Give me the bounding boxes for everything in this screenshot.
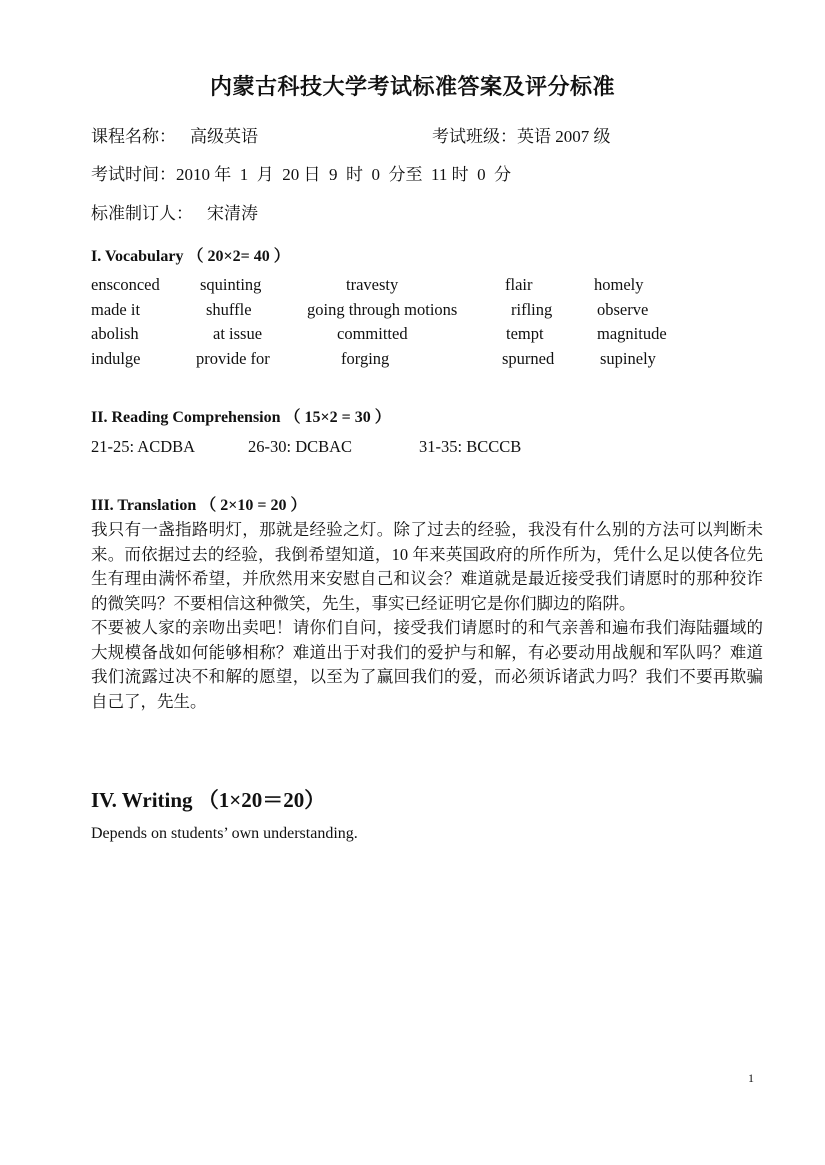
vocabulary-cell: indulge <box>91 348 141 368</box>
exam-class-value: 英语 2007 级 <box>517 127 611 146</box>
author-value: 宋清涛 <box>207 204 258 223</box>
vocabulary-cell: provide for <box>196 348 270 368</box>
exam-class-label: 考试班级： <box>432 127 517 146</box>
vocabulary-cell: homely <box>594 275 644 294</box>
translation-paragraph: 不要被人家的亲吻出卖吧！请你们自问，接受我们请愿时的和气亲善和遍布我们海陆疆域的大规模备战如何能够相称？难道出于对我们的爱护与和解，有必要动用战舰和军队吗？难道我们流露过决不和解的愿望，以至为了赢回我们的爱，而必须诉诸武力吗？我们不要再欺骗自己了，先生。 <box>91 618 763 711</box>
writing-answer: Depends on students’ own understanding. <box>91 825 358 842</box>
course-name-value: 高级英语 <box>190 127 258 146</box>
page-title: 内蒙古科技大学考试标准答案及评分标准 <box>209 75 615 100</box>
vocabulary-cell: going through motions <box>307 299 458 319</box>
vocabulary-heading: I. Vocabulary （ 20×2= 40 ） <box>91 248 290 265</box>
vocabulary-cell: shuffle <box>206 299 252 319</box>
author-line <box>91 199 258 224</box>
vocabulary-cell: rifling <box>511 299 553 319</box>
vocabulary-cell: travesty <box>346 275 399 294</box>
vocabulary-cell: made it <box>91 299 141 319</box>
vocabulary-cell: flair <box>505 275 533 294</box>
translation-paragraph: 我只有一盏指路明灯，那就是经验之灯。除了过去的经验，我没有什么别的方法可以判断未来。而依据过去的经验，我倒希望知道，10 年来英国政府的所作所为，凭什么足以使各位先生有理由满怀希望，并欣然用来安慰自己和议会？难道就是最近接受我们请愿时的那种狡诈的微笑吗？不要相信这种微笑，先生，事实已经证明它是你们脚边的陷阱。 <box>91 520 763 613</box>
author-label: 标准制订人： <box>91 204 193 223</box>
page-number: 1 <box>748 1071 754 1085</box>
exam-time-label: 考试时间： <box>91 165 176 184</box>
vocabulary-cell: magnitude <box>597 324 667 343</box>
vocabulary-cell: committed <box>337 324 408 343</box>
vocabulary-cell: supinely <box>600 348 656 368</box>
reading-answer-group: 26-30: DCBAC <box>248 437 353 456</box>
exam-class-line <box>432 122 611 147</box>
vocabulary-cell: at issue <box>213 324 263 343</box>
vocabulary-cell: forging <box>341 348 390 368</box>
course-name-line <box>91 122 258 147</box>
vocabulary-cell: squinting <box>200 275 262 294</box>
vocabulary-cell: tempt <box>506 324 544 343</box>
reading-answer-group: 21-25: ACDBA <box>91 437 196 456</box>
exam-time-line <box>91 160 511 185</box>
vocabulary-cell: observe <box>597 299 649 319</box>
reading-heading: II. Reading Comprehension （ 15×2 = 30 ） <box>91 409 391 426</box>
vocabulary-cell: ensconced <box>91 275 160 294</box>
course-name-label: 课程名称： <box>91 127 176 146</box>
writing-heading: IV. Writing （1×20＝20） <box>91 788 326 812</box>
exam-time-value: 2010 年 1 月 20 日 9 时 0 分至 11 时 0 分 <box>176 165 512 184</box>
translation-answer <box>91 518 763 714</box>
reading-answer-group: 31-35: BCCCB <box>419 437 522 456</box>
vocabulary-cell: spurned <box>502 348 555 368</box>
vocabulary-cell: abolish <box>91 324 139 343</box>
translation-heading: III. Translation （ 2×10 = 20 ） <box>91 497 307 514</box>
